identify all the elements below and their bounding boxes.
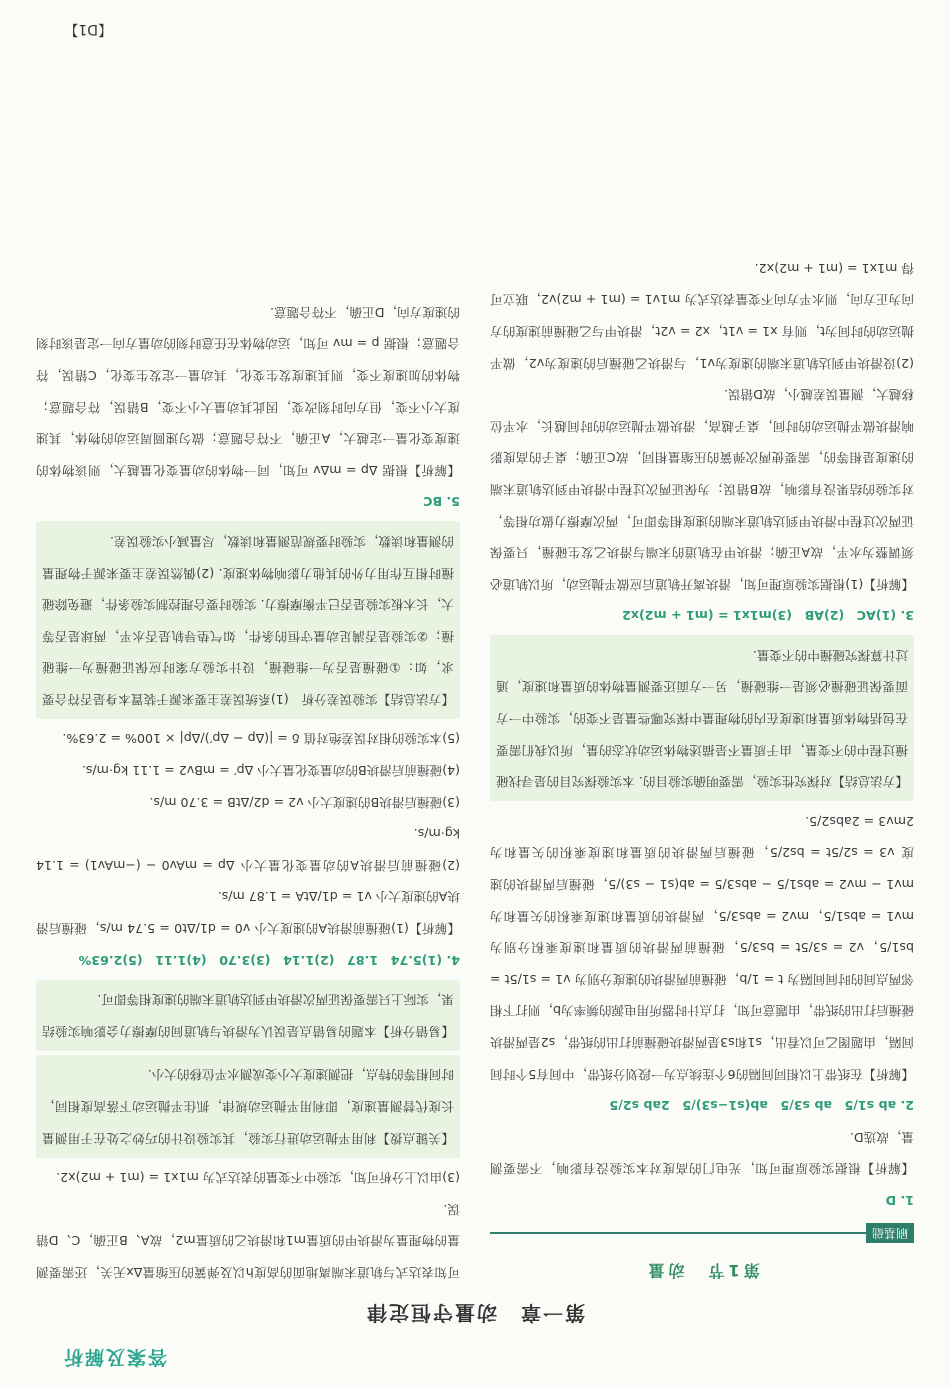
error-analysis-box (36, 980, 460, 1051)
chapter-title: 第一章 动量守恒定律 (365, 1301, 585, 1325)
explanation-4-part2: (2)碰撞前后滑块A的动量变化量大小 Δp = mAv0 − (−mAv1) = 1.14 kg·m/s. (36, 826, 460, 873)
key-point-box (36, 1055, 460, 1158)
answer-3: 3. (1)AC (2)AB (3)m1x1 = (m1 + m2)x2 (622, 608, 914, 624)
method-summary-text-2: 【方法总结】实验误差分析 (1)系统误差主要来源于装置本身是否符合要求，如：①碰撞是否为一维碰撞，设计实验方案时应保证碰撞为一维碰撞；②实验是否满足动量守恒的条件，如气垫导轨是否水平，两球是否等大，长木板实验是否已平衡摩擦力. 实验时要合理控制实验条件，避免除碰撞时相互作用力外的其他力影响物体速度. (2)偶然误差主要来源于物理量的测量和读数，实验时要规范测量和读数，尽量减小实验误差. (42, 533, 454, 707)
answer-5: 5. BC (423, 494, 460, 510)
tag-rule (490, 1232, 866, 1234)
method-summary-box (490, 635, 914, 801)
explanation-1: 【解析】根据实验原理可知，光电门的高度对本实验没有影响，不需要测量，故选D. (490, 1129, 914, 1177)
error-analysis-text: 【易错分析】本题的易错点是误认为滑块与轨道间的摩擦力会影响实验结果，实际上只需要保证两次滑块甲到达轨道末端的速度相等即可. (42, 992, 454, 1039)
explanation-5: 【解析】根据 Δp = mΔv 可知，同一物体的动量变化量越大，则该物体的速度变化量一定越大，A正确，不符合题意；做匀速圆周运动的物体，其速度大小不变，但方向时刻改变，因此其动量大小不变，B错误，符合题意；物体的加速度不变，则其速度发生变化，其动量一定发生变化，C错误，符合题意；根据 p = mv 可知，运动物体在任意时刻的动量方向一定是该时刻的速度方向，D正确，不符合题意. (36, 304, 460, 478)
section-title: 第1节 动量 (644, 1261, 760, 1280)
method-summary-box-2 (36, 521, 460, 719)
explanation-4-part5: (5)本实验的相对误差绝对值 δ = |(Δp − Δp′)/Δp| × 100% = 2.63%. (62, 731, 460, 747)
answer-key-label: 答案及解析 (61, 1346, 167, 1368)
explanation-4-part3: (3)碰撞后滑块B的速度大小 v2 = d2/ΔtB = 3.70 m/s. (149, 794, 460, 810)
answer-4: 4. (1)5.74 1.87 (2)1.14 (3)3.70 (4)1.11 (5)2.63% (78, 952, 460, 968)
key-point-text: 【关键点拨】利用平抛运动进行实验，其实验设计的巧妙之处在于用测量长度代替测量速度，即利用平抛运动规律，抓住平抛运动下落高度相同，时间相等的特点，把测速度大小变成测水平位移的大小. (42, 1067, 454, 1146)
left-column (490, 252, 914, 1288)
right-column (36, 296, 460, 1288)
explanation-3-part1: 【解析】(1)根据实验原理可知，滑块离开轨道后应做平抛运动，所以轨道必须调整为水平，故A正确；滑块甲在轨道的末端与滑块乙发生碰撞，只要保证两次过程中滑块甲到达轨道末端的速度相等即可，两次摩擦力做功相等，对实验的结果没有影响，故B错误；为保证两次过程中滑块甲到达轨道末端的速度是相等的，需要使两次弹簧的压缩量相同，故C正确；桌子的高度影响滑块做平抛运动的时间，桌子越高，滑块做平抛运动的时间越长，水平位移越大，测量误差越小，故D错误. (490, 387, 914, 592)
explanation-2: 【解析】在纸带上以相同间隔的6个连续点为一段划分纸带，中间有5个时间间隔，由题图乙可以看出，s1和s3是两滑块碰撞前打出的纸带，s2是两滑块碰撞后打出的纸带，由题意可知，打点计时器所用电源的频率为b，则打下相邻两点间的时间间隔为 t = 1/b，碰撞前两滑块的速度分别为 v1 = s1/5t = bs1/5，v2 = s3/5t = bs3/5，碰撞前两滑块的质量和速度乘积分别为 mv1 = abs1/5，mv2 = abs3/5，两滑块的质量和速度乘积的矢量和为 mv1 − mv2 = abs1/5 − abs3/5 = ab(s1 − s3)/5，碰撞后两滑块的速度 v3 = s2/5t = bs2/5，碰撞后两滑块的质量和速度乘积的矢量和为 2mv3 = 2abs2/5. (490, 813, 914, 1082)
explanation-3-cont: 可知表达式与轨道末端离地面的高度h以及弹簧的压缩量Δx无关，还需要测量的物理量为滑块甲的质量m1和滑块乙的质量m2，故A、B正确，C、D错误. (36, 1201, 460, 1280)
explanation-4-part1: 【解析】(1)碰撞前滑块A的速度大小 v0 = d1/Δt0 = 5.74 m/s，碰撞后滑块A的速度大小 v1 = d1/ΔtA = 1.87 m/s. (36, 889, 460, 937)
explanation-3-part2: (2)设滑块甲到达轨道末端的速度为v1，与滑块乙碰撞后的速度为v2，做平抛运动的时间为t，则有 x1 = v1t，x2 = v2t，滑块甲与乙碰撞前速度的方向为正方向，则水平方向不变量表达式为 m1v1 = (m1 + m2)v2，联立可得 m1x1 = (m1 + m2)x2. (490, 260, 914, 371)
tag-label: 刷基础 (866, 1223, 914, 1243)
answer-1: 1. D (885, 1193, 914, 1208)
answer-2: 2. ab s1/5 ab s3/5 ab(s1−s3)/5 2ab s2/5 (609, 1098, 914, 1114)
method-summary-text: 【方法总结】对探究性实验，需要明确实验目的. 本实验探究目的是寻找碰撞过程中的不变量，由于质量不是描述物体运动状态的量，所以我们需要在包括物体质量和速度在内的物理量中探究哪些量是不变的，实验中一方面要保证碰撞必须是一维碰撞，另一方面还要测量物体的质量和速度，通过计算探究碰撞中的不变量. (496, 647, 908, 790)
page-number: 【D1】 (64, 21, 112, 37)
brush-basics-tag (490, 1220, 914, 1246)
explanation-3-part3: (3)由以上分析可知，实验中不变量的表达式为 m1x1 = (m1 + m2)x2. (56, 1170, 460, 1186)
explanation-4-part4: (4)碰撞前后滑块B的动量变化量大小 Δp′ = mBv2 = 1.11 kg·m/s. (81, 763, 460, 779)
